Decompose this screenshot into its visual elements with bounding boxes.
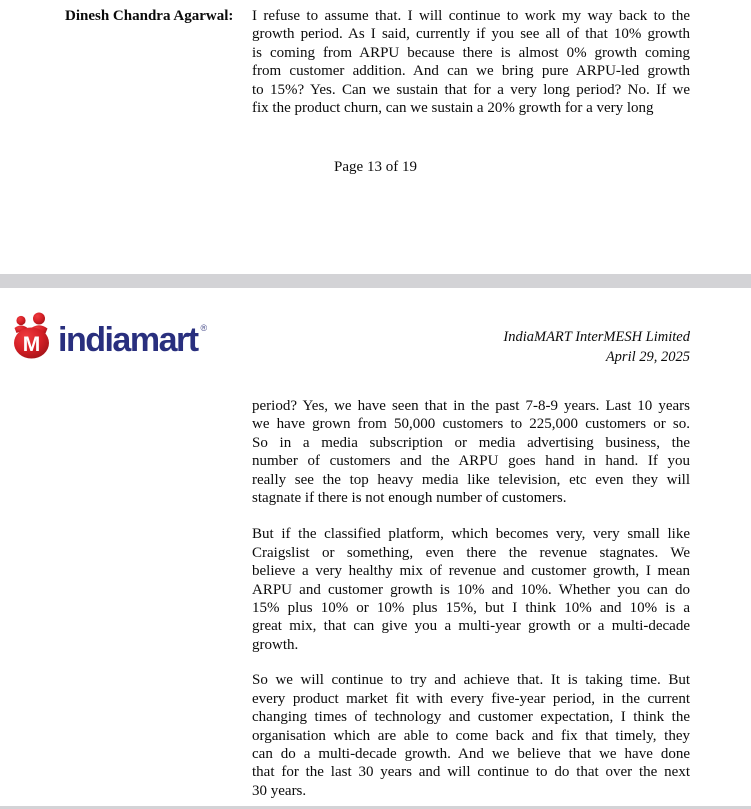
text-line: every product market fit with every five-year period, in the current: [252, 690, 690, 707]
company-name: IndiaMART InterMESH Limited: [503, 329, 690, 345]
text-line: growth period. As I said, currently if you see all of that 10% growth: [252, 26, 690, 43]
text-line: ARPU and customer growth is 10% and 10%. Whether you can do: [252, 581, 690, 598]
indiamart-people-m-icon: [8, 312, 56, 367]
speech-paragraph: [252, 7, 690, 117]
text-line: So in a media subscription or media advertising business, the: [252, 434, 690, 451]
svg-text:M: M: [22, 333, 41, 356]
text-line: number of customers and the ARPU goes hand in hand. If you: [252, 453, 690, 470]
text-line: changing times of technology and customer expectation, I think the: [252, 709, 690, 726]
page-separator: [0, 274, 751, 288]
text-line: 30 years.: [252, 782, 307, 799]
text-line: great mix, that can give you a multi-year growth or a multi-decade: [252, 618, 690, 635]
text-line: stagnate if there is not enough number of customers.: [252, 490, 567, 507]
document-header: [503, 327, 690, 367]
text-line: really see the top heavy media like television, etc even they will: [252, 471, 690, 488]
text-line: believe a very healthy mix of revenue and customer growth, I mean: [252, 563, 690, 580]
text-line: 15% plus 10% or 10% plus 15%, but I think 10% and 10% is a: [252, 600, 690, 617]
text-line: But if the classified platform, which becomes very, very small like: [252, 526, 690, 543]
text-line: we have grown from 50,000 customers to 225,000 customers or so.: [252, 416, 690, 433]
text-line: organisation which are able to come back and fix that timely, they: [252, 727, 690, 744]
document-date: April 29, 2025: [605, 349, 690, 365]
registered-trademark-symbol: ®: [200, 322, 208, 333]
text-line: to 15%? Yes. Can we sustain that for a very long period? No. If we: [252, 81, 690, 98]
text-line: from customer addition. And can we bring pure ARPU-led growth: [252, 63, 690, 80]
text-line: So we will continue to try and achieve that. It is taking time. But: [252, 672, 690, 689]
text-line: I refuse to assume that. I will continue to work my way back to the: [252, 8, 690, 24]
text-line: that for the last 30 years and will continue to do that over the next: [252, 764, 690, 781]
text-line: Craigslist or something, even there the revenue stagnates. We: [252, 544, 690, 561]
paragraph: [252, 525, 690, 654]
text-line: period? Yes, we have seen that in the past 7-8-9 years. Last 10 years: [252, 398, 690, 414]
paragraph: [252, 671, 690, 800]
text-line: can do a multi-decade growth. And we believe that we have done: [252, 745, 690, 762]
text-line: is coming from ARPU because there is almost 0% growth coming: [252, 44, 690, 61]
text-line: fix the product churn, can we sustain a 20% growth for a very long: [252, 100, 654, 117]
indiamart-logo: [8, 312, 206, 367]
indiamart-wordmark: indiamart: [58, 320, 198, 359]
text-line: growth.: [252, 636, 299, 653]
speech-continuation: [252, 397, 690, 800]
paragraph: [252, 397, 690, 507]
speaker-name: Dinesh Chandra Agarwal:: [65, 8, 234, 24]
page-number: Page 13 of 19: [334, 159, 417, 175]
